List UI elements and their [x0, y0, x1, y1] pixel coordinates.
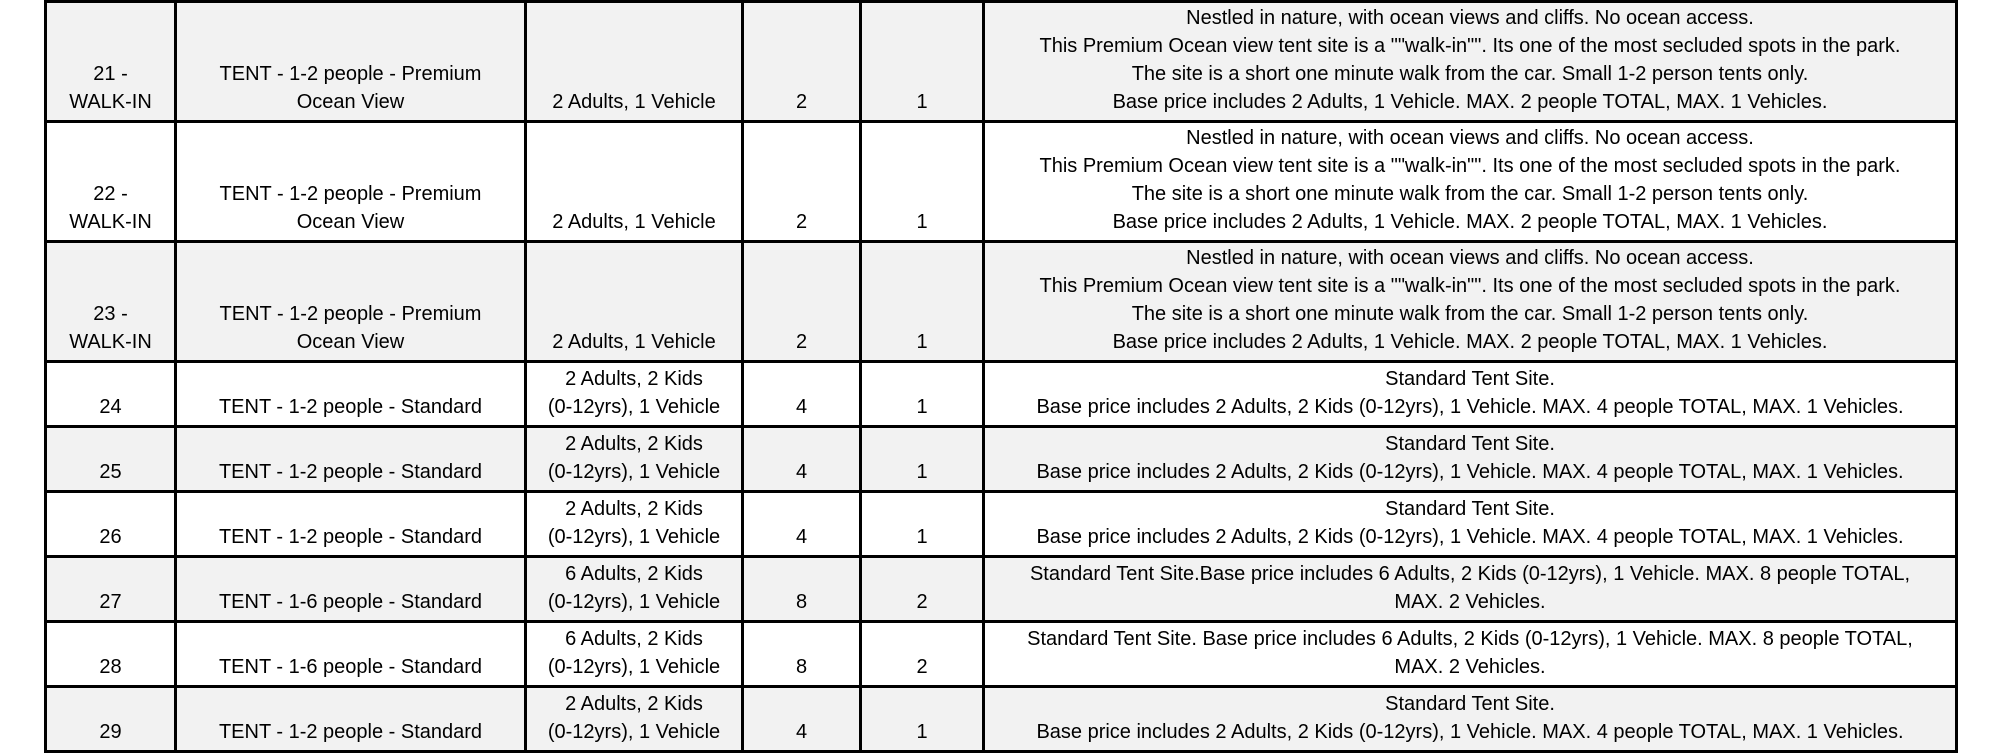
base-includes-cell: 2 Adults, 2 Kids (0-12yrs), 1 Vehicle: [526, 427, 743, 492]
max-people-cell: 8: [743, 557, 861, 622]
max-people-cell: 2: [743, 122, 861, 242]
max-people-cell: 4: [743, 687, 861, 752]
site-type-cell: TENT - 1-6 people - Standard: [176, 622, 526, 687]
max-people-cell: 4: [743, 362, 861, 427]
max-people-cell: 2: [743, 242, 861, 362]
base-includes-cell: 6 Adults, 2 Kids (0-12yrs), 1 Vehicle: [526, 622, 743, 687]
max-vehicles-cell: 1: [861, 122, 984, 242]
site-type-cell: TENT - 1-6 people - Standard: [176, 557, 526, 622]
site-type-cell: TENT - 1-2 people - Premium Ocean View: [176, 2, 526, 122]
table-row: [46, 122, 1957, 242]
base-includes-cell: 2 Adults, 2 Kids (0-12yrs), 1 Vehicle: [526, 362, 743, 427]
site-type-cell: TENT - 1-2 people - Standard: [176, 492, 526, 557]
table-row: [46, 622, 1957, 687]
site-number-cell: 21 - WALK-IN: [46, 2, 176, 122]
max-people-cell: 2: [743, 2, 861, 122]
table-row: [46, 2, 1957, 122]
table-row: [46, 557, 1957, 622]
description-cell: Nestled in nature, with ocean views and cliffs. No ocean access. This Premium Ocean view tent site is a ""walk-in"". Its one of the most secluded spots in the park. The site is a short one minute walk from the car. Small 1-2 person tents only. Base price includes 2 Adults, 1 Vehicle. MAX. 2 people TOTAL, MAX. 1 Vehicles.: [984, 122, 1957, 242]
table-row: [46, 362, 1957, 427]
max-people-cell: 4: [743, 427, 861, 492]
site-number-cell: 26: [46, 492, 176, 557]
campsite-table: [44, 0, 1958, 753]
table-row: [46, 687, 1957, 752]
description-cell: Standard Tent Site. Base price includes 2 Adults, 2 Kids (0-12yrs), 1 Vehicle. MAX. 4 people TOTAL, MAX. 1 Vehicles.: [984, 687, 1957, 752]
description-cell: Standard Tent Site. Base price includes 6 Adults, 2 Kids (0-12yrs), 1 Vehicle. MAX. 8 people TOTAL, MAX. 2 Vehicles.: [984, 622, 1957, 687]
max-vehicles-cell: 1: [861, 362, 984, 427]
description-cell: Nestled in nature, with ocean views and cliffs. No ocean access. This Premium Ocean view tent site is a ""walk-in"". Its one of the most secluded spots in the park. The site is a short one minute walk from the car. Small 1-2 person tents only. Base price includes 2 Adults, 1 Vehicle. MAX. 2 people TOTAL, MAX. 1 Vehicles.: [984, 242, 1957, 362]
table-row: [46, 492, 1957, 557]
base-includes-cell: 2 Adults, 1 Vehicle: [526, 242, 743, 362]
base-includes-cell: 2 Adults, 2 Kids (0-12yrs), 1 Vehicle: [526, 492, 743, 557]
site-type-cell: TENT - 1-2 people - Premium Ocean View: [176, 122, 526, 242]
base-includes-cell: 2 Adults, 1 Vehicle: [526, 122, 743, 242]
description-cell: Standard Tent Site.Base price includes 6 Adults, 2 Kids (0-12yrs), 1 Vehicle. MAX. 8 people TOTAL, MAX. 2 Vehicles.: [984, 557, 1957, 622]
base-includes-cell: 6 Adults, 2 Kids (0-12yrs), 1 Vehicle: [526, 557, 743, 622]
base-includes-cell: 2 Adults, 2 Kids (0-12yrs), 1 Vehicle: [526, 687, 743, 752]
site-number-cell: 25: [46, 427, 176, 492]
site-number-cell: 27: [46, 557, 176, 622]
site-number-cell: 28: [46, 622, 176, 687]
description-cell: Standard Tent Site. Base price includes 2 Adults, 2 Kids (0-12yrs), 1 Vehicle. MAX. 4 people TOTAL, MAX. 1 Vehicles.: [984, 362, 1957, 427]
max-vehicles-cell: 2: [861, 557, 984, 622]
site-type-cell: TENT - 1-2 people - Standard: [176, 362, 526, 427]
max-vehicles-cell: 1: [861, 242, 984, 362]
table-row: [46, 427, 1957, 492]
description-cell: Nestled in nature, with ocean views and cliffs. No ocean access. This Premium Ocean view tent site is a ""walk-in"". Its one of the most secluded spots in the park. The site is a short one minute walk from the car. Small 1-2 person tents only. Base price includes 2 Adults, 1 Vehicle. MAX. 2 people TOTAL, MAX. 1 Vehicles.: [984, 2, 1957, 122]
site-number-cell: 23 - WALK-IN: [46, 242, 176, 362]
table-body: [46, 2, 1957, 752]
description-cell: Standard Tent Site. Base price includes 2 Adults, 2 Kids (0-12yrs), 1 Vehicle. MAX. 4 people TOTAL, MAX. 1 Vehicles.: [984, 427, 1957, 492]
site-number-cell: 22 - WALK-IN: [46, 122, 176, 242]
max-people-cell: 4: [743, 492, 861, 557]
max-vehicles-cell: 1: [861, 687, 984, 752]
site-type-cell: TENT - 1-2 people - Premium Ocean View: [176, 242, 526, 362]
site-number-cell: 29: [46, 687, 176, 752]
max-people-cell: 8: [743, 622, 861, 687]
max-vehicles-cell: 1: [861, 427, 984, 492]
max-vehicles-cell: 1: [861, 492, 984, 557]
max-vehicles-cell: 1: [861, 2, 984, 122]
site-type-cell: TENT - 1-2 people - Standard: [176, 687, 526, 752]
max-vehicles-cell: 2: [861, 622, 984, 687]
site-type-cell: TENT - 1-2 people - Standard: [176, 427, 526, 492]
description-cell: Standard Tent Site. Base price includes 2 Adults, 2 Kids (0-12yrs), 1 Vehicle. MAX. 4 people TOTAL, MAX. 1 Vehicles.: [984, 492, 1957, 557]
site-number-cell: 24: [46, 362, 176, 427]
base-includes-cell: 2 Adults, 1 Vehicle: [526, 2, 743, 122]
table-row: [46, 242, 1957, 362]
